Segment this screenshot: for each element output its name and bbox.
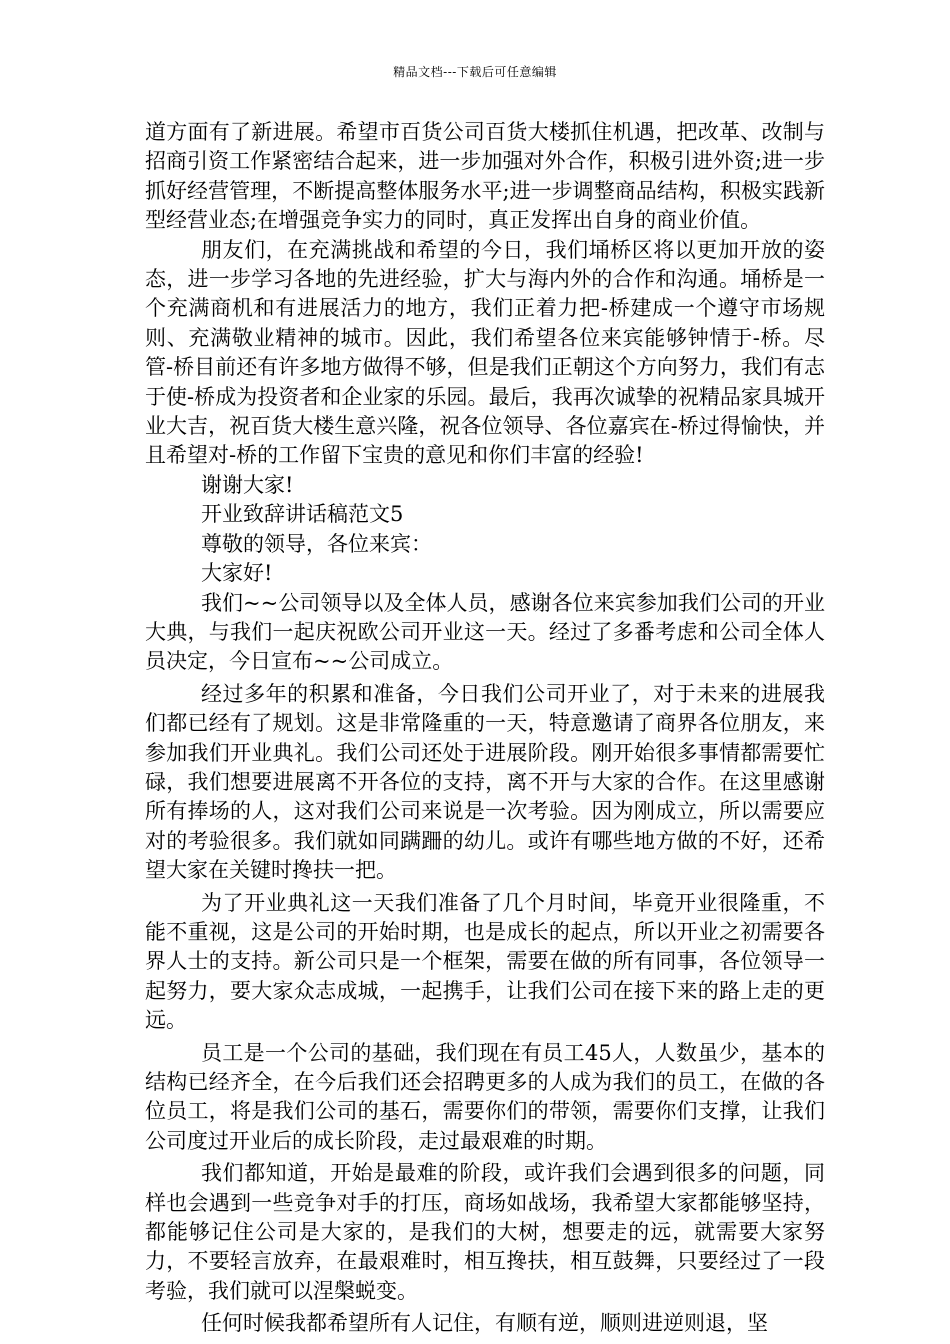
document-body <box>145 118 825 1339</box>
paragraph-11: 我们都知道，开始是最难的阶段，或许我们会遇到很多的问题，同样也会遇到一些竞争对手的打压，商场如战场，我希望大家都能够坚持，都能够记住公司是大家的，是我们的大树，想要走的远，就需要大家努力，不要轻言放弃，在最艰难时，相互搀扶，相互鼓舞，只要经过了一段考验，我们就可以涅槃蜕变。 <box>145 1161 825 1303</box>
paragraph-12: 任何时候我都希望所有人记住，有顺有逆，顺则进逆则退，坚 <box>201 1311 768 1336</box>
paragraph-2: 朋友们，在充满挑战和希望的今日，我们埇桥区将以更加开放的姿态，进一步学习各地的先进经验，扩大与海内外的合作和沟通。埇桥是一个充满商机和有进展活力的地方，我们正着力把-桥建成一个遵守市场规则、充满敬业精神的城市。因此，我们希望各位来宾能够钟情于-桥。尽管-桥目前还有许多地方做得不够，但是我们正朝这个方向努力，我们有志于使-桥成为投资者和企业家的乐园。最后，我再次诚挚的祝精品家具城开业大吉，祝百货大楼生意兴隆，祝各位领导、各位嘉宾在-桥过得愉快，并且希望对-桥的工作留下宝贵的意见和你们丰富的经验! <box>145 237 825 468</box>
salutation: 尊敬的领导，各位来宾： <box>201 531 432 556</box>
paragraph-10: 员工是一个公司的基础，我们现在有员工45人，人数虽少，基本的结构已经齐全，在今后我们还会招聘更多的人成为我们的员工，在做的各位员工，将是我们公司的基石，需要你们的带领，需要你们支撑，让我们公司度过开业后的成长阶段，走过最艰难的时期。 <box>145 1040 825 1153</box>
paragraph-8: 经过多年的积累和准备，今日我们公司开业了，对于未来的进展我们都已经有了规划。这是非常隆重的一天，特意邀请了商界各位朋友，来参加我们开业典礼。我们公司还处于进展阶段。刚开始很多事情都需要忙碌，我们想要进展离不开各位的支持，离不开与大家的合作。在这里感谢所有捧场的人，这对我们公司来说是一次考验。因为刚成立，所以需要应对的考验很多。我们就如同蹒跚的幼儿。或许有哪些地方做的不好，还希望大家在关键时搀扶一把。 <box>145 681 825 883</box>
section-title: 开业致辞讲话稿范文5 <box>201 502 404 527</box>
paragraph-9: 为了开业典礼这一天我们准备了几个月时间，毕竟开业很隆重，不能不重视，这是公司的开始时期，也是成长的起点，所以开业之初需要各界人士的支持。新公司只是一个框架，需要在做的所有同事，各位领导一起努力，要大家众志成城，一起携手，让我们公司在接下来的路上走的更远。 <box>145 890 825 1033</box>
greeting: 大家好! <box>201 561 273 586</box>
paragraph-3: 谢谢大家! <box>201 472 294 497</box>
page-header: 精品文档---下载后可任意编辑 <box>393 65 557 79</box>
paragraph-7: 我们~~公司领导以及全体人员，感谢各位来宾参加我们公司的开业大典，与我们一起庆祝欧公司开业这一天。经过了多番考虑和公司全体人员决定，今日宣布~~公司成立。 <box>145 590 825 674</box>
paragraph-1: 道方面有了新进展。希望市百货公司百货大楼抓住机遇，把改革、改制与招商引资工作紧密结合起来，进一步加强对外合作，积极引进外资;进一步抓好经营管理，不断提高整体服务水平;进一步调整商品结构，积极实践新型经营业态;在增强竞争实力的同时，真正发挥出自身的商业价值。 <box>145 120 825 233</box>
